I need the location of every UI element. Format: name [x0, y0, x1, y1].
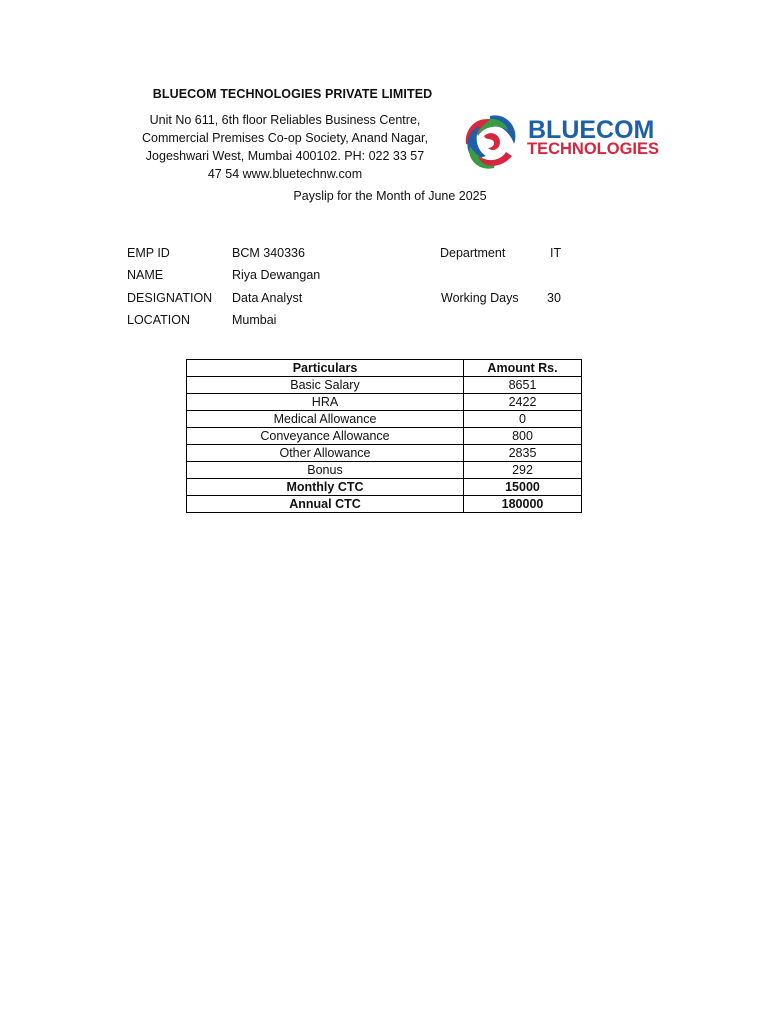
- table-row: [187, 411, 582, 428]
- header-amount: Amount Rs.: [464, 360, 582, 377]
- table-row: [187, 394, 582, 411]
- salary-table: [186, 359, 582, 513]
- name-label: NAME: [127, 268, 164, 282]
- particular-cell: Other Allowance: [187, 445, 464, 462]
- address-line: Commercial Premises Co-op Society, Anand Nagar,: [142, 131, 428, 145]
- address-line: 47 54 www.bluetechnw.com: [207, 167, 363, 181]
- designation-label: DESIGNATION: [127, 291, 213, 305]
- particular-cell: Conveyance Allowance: [187, 428, 464, 445]
- table-row: [187, 462, 582, 479]
- address-line: Unit No 611, 6th floor Reliables Business Centre,: [149, 113, 421, 127]
- company-address: [130, 111, 440, 183]
- company-name: BLUECOM TECHNOLOGIES PRIVATE LIMITED: [152, 87, 433, 101]
- address-line: Jogeshwari West, Mumbai 400102. PH: 022 33 57: [145, 149, 425, 163]
- amount-cell: 8651: [464, 377, 582, 394]
- logo-word-technologies: TECHNOLOGIES: [527, 140, 660, 158]
- monthly-ctc-value: 15000: [464, 479, 582, 496]
- annual-ctc-label: Annual CTC: [187, 496, 464, 513]
- annual-ctc-row: [187, 496, 582, 513]
- department-value: IT: [550, 246, 562, 260]
- amount-cell: 0: [464, 411, 582, 428]
- emp-id-label: EMP ID: [127, 246, 170, 260]
- amount-cell: 800: [464, 428, 582, 445]
- location-label: LOCATION: [127, 313, 190, 327]
- header-particulars: Particulars: [187, 360, 464, 377]
- name-value: Riya Dewangan: [232, 268, 321, 282]
- working-days-value: 30: [547, 291, 561, 305]
- table-row: [187, 445, 582, 462]
- particular-cell: Basic Salary: [187, 377, 464, 394]
- monthly-ctc-label: Monthly CTC: [187, 479, 464, 496]
- department-label: Department: [440, 246, 506, 260]
- monthly-ctc-row: [187, 479, 582, 496]
- swirl-logo-icon: [462, 106, 678, 176]
- annual-ctc-value: 180000: [464, 496, 582, 513]
- designation-value: Data Analyst: [232, 291, 303, 305]
- table-row: [187, 377, 582, 394]
- table-header-row: [187, 360, 582, 377]
- logo-word-bluecom: BLUECOM: [528, 116, 655, 144]
- particular-cell: Bonus: [187, 462, 464, 479]
- payslip-title: Payslip for the Month of June 2025: [293, 189, 487, 203]
- emp-id-value: BCM 340336: [232, 246, 305, 260]
- working-days-label: Working Days: [441, 291, 519, 305]
- amount-cell: 2835: [464, 445, 582, 462]
- particular-cell: Medical Allowance: [187, 411, 464, 428]
- amount-cell: 2422: [464, 394, 582, 411]
- particular-cell: HRA: [187, 394, 464, 411]
- amount-cell: 292: [464, 462, 582, 479]
- company-logo: [462, 106, 678, 176]
- table-row: [187, 428, 582, 445]
- location-value: Mumbai: [232, 313, 277, 327]
